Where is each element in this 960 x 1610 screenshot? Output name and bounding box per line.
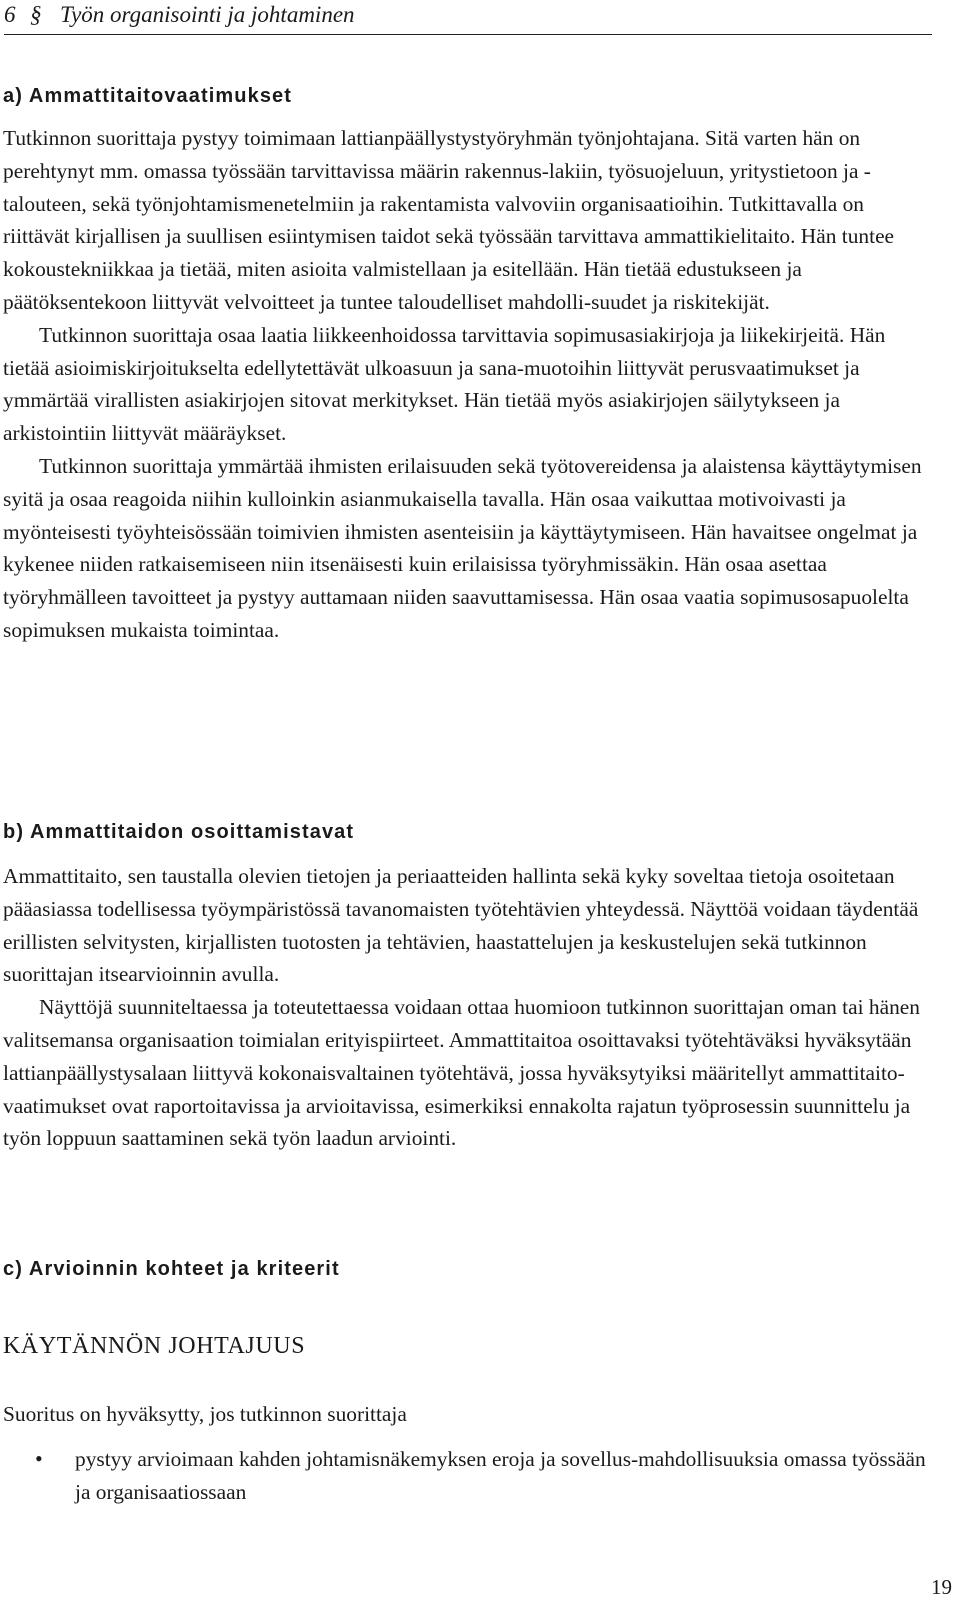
paragraph: Tutkinnon suorittaja pystyy toimimaan lattianpäällystystyöryhmän työnjohtajana. Sitä varten hän on perehtynyt mm. omassa työssään tarvittavissa määrin rakennus-lakiin, työsuojeluun, yritystietoon ja -talouteen, sekä työnjohtamismenetelmiin ja rakentamista valvoviin organisaatioihin. Tutkittavalla on riittävät kirjallisen ja suullisen esiintymisen taidot sekä työssään tarvittava ammattikielitaito. Hän tuntee kokoustekniikkaa ja tietää, miten asioita valmistellaan ja esitellään. Hän tietää edustukseen ja päätöksentekoon liittyvät velvoitteet ja tuntee taloudelliset mahdolli-suudet ja riskitekijät. (3, 126, 895, 314)
section-b-body (3, 860, 931, 1155)
bullet-icon: • (35, 1446, 43, 1471)
subheading-kaytannon-johtajuus: KÄYTÄNNÖN JOHTAJUUS (3, 1333, 306, 1359)
list-item-text: pystyy arvioimaan kahden johtamisnäkemyksen eroja ja sovellus-mahdollisuuksia omassa työssään ja organisaatiossaan (75, 1447, 926, 1504)
paragraph: Tutkinnon suorittaja ymmärtää ihmisten erilaisuuden sekä työtovereidensa ja alaistensa käyttäytymisen syitä ja osaa reagoida niihin kulloinkin asianmukaisella tavalla. Hän osaa vaikuttaa motivoivasti ja myönteisesti työyhteisössään toimivien ihmisten asenteisiin ja käyttäytymiseen. Hän havaitsee ongelmat ja kykenee niiden ratkaisemiseen niin itsenäisesti kuin erilaisissa työryhmissäkin. Hän osaa asettaa työryhmälleen tavoitteet ja pystyy auttamaan niiden saavuttamisessa. Hän osaa vaatia sopimusosapuolelta sopimuksen mukaista toimintaa. (3, 453, 922, 642)
criteria-list (3, 1443, 931, 1509)
list-item (3, 1443, 931, 1509)
section-c-heading: c) Arvioinnin kohteet ja kriteerit (3, 1258, 340, 1280)
footer-page-number: 19 (931, 1575, 952, 1599)
section-a (3, 84, 931, 108)
section-c-subheading-wrap (3, 1330, 931, 1362)
section-symbol: § (30, 2, 42, 27)
section-a-body (3, 122, 931, 647)
section-a-heading: a) Ammattitaitovaatimukset (3, 85, 293, 107)
paragraph: Tutkinnon suorittaja osaa laatia liikkeenhoidossa tarvittavia sopimusasiakirjoja ja liikekirjeitä. Hän tietää asioimiskirjoitukselta edellytettävät ulkoasuun ja sana-muotoihin liittyvät perusvaatimukset ja ymmärtää virallisten asiakirjojen sitovat merkitykset. Hän tietää myös asiakirjojen säilytykseen ja arkistointiin liittyvät määräykset. (3, 322, 886, 446)
running-header (4, 0, 932, 35)
paragraph: Ammattitaito, sen taustalla olevien tietojen ja periaatteiden hallinta sekä kyky soveltaa tietoja osoitetaan pääasiassa todellisessa työympäristössä tavanomaisten työtehtävien yhteydessä. Näyttöä voidaan täydentää erillisten selvitysten, kirjallisten tuotosten ja tehtävien, haastattelujen ja keskustelujen sekä tutkinnon suorittajan itsearvioinnin avulla. (3, 864, 919, 987)
criteria-intro: Suoritus on hyväksytty, jos tutkinnon suorittaja (3, 1402, 407, 1426)
section-c-intro-wrap (3, 1398, 931, 1431)
section-b (3, 820, 931, 844)
paragraph: Näyttöjä suunniteltaessa ja toteutettaessa voidaan ottaa huomioon tutkinnon suorittajan oman tai hänen valitsemansa organisaation toimialan erityispiirteet. Ammattitaitoa osoittavaksi työtehtäväksi hyväksytään lattianpäällystysalaan liittyvä kokonaisvaltainen työtehtävä, jossa hyväksytyiksi määritellyt ammattitaito-vaatimukset ovat raportoitavissa ja arvioitavissa, esimerkiksi ennakolta rajatun työprosessin suunnittelu ja työn loppuun saattaminen sekä työn laadun arviointi. (3, 995, 920, 1151)
section-c (3, 1257, 931, 1281)
header-page-number: 6 (4, 2, 16, 27)
header-title: Työn organisointi ja johtaminen (60, 2, 355, 27)
section-b-heading: b) Ammattitaidon osoittamistavat (3, 821, 355, 843)
